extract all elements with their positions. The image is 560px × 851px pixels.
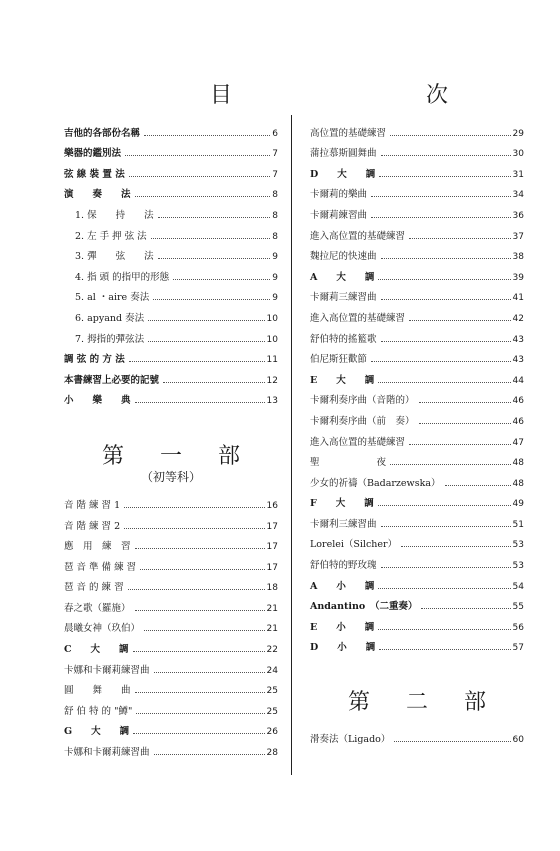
toc-entry-page: 17 (266, 542, 278, 553)
toc-entry-page: 44 (512, 375, 524, 386)
toc-entry (64, 552, 278, 573)
toc-entry-page: 55 (512, 602, 524, 613)
dot-leader (409, 320, 511, 321)
part-one-subtitle: （初等科） (140, 470, 201, 485)
toc-entry (310, 365, 524, 386)
toc-entry (310, 406, 524, 427)
toc-entry (310, 509, 524, 530)
toc-entry-page: 60 (512, 735, 524, 746)
toc-entry-page: 53 (512, 561, 524, 572)
toc-entry-title: 琶 音 準 備 練 習 (64, 561, 137, 573)
toc-entry-title: 7. 拇指的彈弦法 (75, 333, 145, 345)
toc-entry-title: 弦 線 裝 置 法 (64, 168, 125, 180)
toc-entry-page: 7 (272, 149, 278, 160)
toc-entry-title: 進入高位置的基礎練習 (310, 312, 406, 324)
toc-entry-title: 卡娜和卡爾莉練習曲 (64, 664, 150, 676)
dot-leader (379, 649, 510, 650)
dot-leader (401, 546, 510, 547)
toc-entry-title: 本書練習上必要的記號 (64, 374, 160, 386)
toc-entry (310, 221, 524, 242)
toc-entry-title: Lorelei（Silcher） (310, 539, 398, 551)
toc-entry (64, 655, 278, 676)
dot-leader (381, 155, 511, 156)
toc-entry-page: 12 (266, 375, 278, 386)
toc-entry-title: E 大 調 (310, 374, 375, 386)
toc-entry (64, 324, 278, 345)
toc-entry (64, 511, 278, 532)
dot-leader (136, 713, 264, 714)
dot-leader (148, 320, 264, 321)
dot-leader (135, 402, 265, 403)
toc-entry-page: 51 (512, 519, 524, 530)
toc-entry (310, 571, 524, 592)
part-one-heading: 第 一 部 (102, 443, 240, 469)
toc-entry (310, 118, 524, 139)
toc-entry (310, 550, 524, 571)
toc-entry-title: D 大 調 (310, 168, 376, 180)
toc-entry-page: 24 (266, 665, 278, 676)
toc-entry-page: 10 (266, 334, 278, 345)
toc-entry-title: 晨曦女神（玖伯） (64, 623, 141, 635)
toc-entry-title: 樂器的鑑別法 (64, 148, 122, 160)
dot-leader (409, 238, 511, 239)
toc-entry (310, 427, 524, 448)
toc-entry-title: 卡爾利奏序曲（音階的） (310, 395, 415, 407)
toc-entry-page: 7 (272, 169, 278, 180)
toc-entry-title: A 大 調 (310, 271, 375, 283)
column-divider (291, 115, 292, 775)
dot-leader (409, 444, 511, 445)
toc-entry-page: 39 (512, 272, 524, 283)
toc-entry (64, 593, 278, 614)
dot-leader (421, 608, 510, 609)
toc-entry (64, 262, 278, 283)
dot-leader (371, 196, 511, 197)
dot-leader (135, 610, 265, 611)
toc-entry-page: 9 (272, 252, 278, 263)
dot-leader (140, 569, 264, 570)
toc-entry-page: 6 (272, 128, 278, 139)
part-two-heading: 第 二 部 (348, 689, 486, 715)
toc-entry-title: 音 階 練 習 2 (64, 520, 121, 532)
toc-entry (310, 242, 524, 263)
toc-entry-page: 22 (266, 645, 278, 656)
toc-entry (310, 324, 524, 345)
toc-entry (310, 724, 524, 745)
dot-leader (124, 507, 264, 508)
toc-entry-title: 卡娜和卡爾莉練習曲 (64, 747, 150, 759)
dot-leader (129, 176, 271, 177)
dot-leader (148, 341, 264, 342)
toc-entry (310, 468, 524, 489)
dot-leader (153, 299, 270, 300)
toc-entry (310, 283, 524, 304)
toc-entry (310, 200, 524, 221)
toc-entry-page: 48 (512, 478, 524, 489)
toc-entry-page: 26 (266, 727, 278, 738)
toc-entry-page: 21 (266, 624, 278, 635)
toc-entry-page: 54 (512, 581, 524, 592)
toc-entry-page: 47 (512, 437, 524, 448)
dot-leader (129, 361, 265, 362)
dot-leader (381, 526, 511, 527)
toc-entry-page: 16 (266, 500, 278, 511)
toc-entry-page: 49 (512, 499, 524, 510)
toc-left-column (64, 118, 278, 758)
toc-part-two-list (310, 724, 524, 745)
dot-leader (378, 505, 511, 506)
toc-entry-title: 4. 指 頭 的指甲的形態 (75, 271, 170, 283)
toc-entry-title: 少女的祈禱（Badarzewska） (310, 477, 441, 489)
toc-part-one-list (64, 490, 278, 758)
toc-entry-title: 5. al ・aire 奏法 (75, 292, 150, 304)
toc-entry-page: 42 (512, 313, 524, 324)
dot-leader (445, 485, 511, 486)
dot-leader (378, 382, 510, 383)
toc-entry-title: 進入高位置的基礎練習 (310, 436, 406, 448)
toc-entry-title: 2. 左 手 押 弦 法 (75, 230, 147, 242)
dot-leader (371, 217, 511, 218)
toc-entry-page: 25 (266, 706, 278, 717)
page-title-char: 次 (425, 83, 450, 108)
toc-entry (64, 345, 278, 366)
toc-entry-title: 春之歌（羅施） (64, 602, 131, 614)
toc-entry-title: 高位置的基礎練習 (310, 127, 387, 139)
toc-entry-title: 3. 彈 弦 法 (75, 251, 154, 263)
toc-entry-page: 9 (272, 272, 278, 283)
toc-entry-page: 18 (266, 583, 278, 594)
toc-entry (64, 180, 278, 201)
toc-entry (64, 634, 278, 655)
dot-leader (133, 733, 264, 734)
toc-entry (310, 345, 524, 366)
toc-entry (64, 737, 278, 758)
toc-entry-page: 43 (512, 334, 524, 345)
dot-leader (125, 155, 270, 156)
dot-leader (151, 238, 271, 239)
dot-leader (133, 651, 265, 652)
toc-entry-page: 31 (512, 169, 524, 180)
toc-entry (310, 139, 524, 160)
toc-entry-page: 17 (266, 562, 278, 573)
toc-entry (64, 283, 278, 304)
dot-leader (371, 361, 511, 362)
toc-entry-title: 舒伯特的野玫瑰 (310, 560, 377, 572)
toc-entry (310, 159, 524, 180)
toc-entry-title: 應 用 練 習 (64, 541, 131, 553)
toc-entry-page: 8 (272, 210, 278, 221)
toc-entry (310, 262, 524, 283)
page-title (210, 78, 450, 109)
toc-entry-page: 37 (512, 231, 524, 242)
toc-entry-page: 8 (272, 190, 278, 201)
toc-entry-page: 34 (512, 190, 524, 201)
toc-entry-title: 小 樂 典 (64, 395, 131, 407)
toc-entry-page: 29 (512, 128, 524, 139)
dot-leader (381, 258, 511, 259)
toc-entry-title: A 小 調 (310, 580, 375, 592)
toc-entry (64, 242, 278, 263)
toc-entry-title: 音 階 練 習 1 (64, 499, 121, 511)
toc-entry-title: 魏拉尼的快速曲 (310, 251, 377, 263)
toc-entry-page: 43 (512, 355, 524, 366)
toc-entry-title: 卡爾利奏序曲（前 奏） (310, 415, 415, 427)
toc-entry-title: C 大 調 (64, 644, 129, 656)
toc-entry (64, 696, 278, 717)
toc-entry-page: 30 (512, 149, 524, 160)
toc-continued-list (310, 118, 524, 653)
toc-entry-title: 伯尼斯狂歡節 (310, 354, 368, 366)
dot-leader (135, 548, 265, 549)
toc-entry (64, 614, 278, 635)
toc-entry-page: 36 (512, 210, 524, 221)
toc-entry (310, 489, 524, 510)
toc-entry-page: 48 (512, 458, 524, 469)
dot-leader (158, 217, 271, 218)
toc-entry-title: 演 奏 法 (64, 189, 131, 201)
toc-entry (310, 612, 524, 633)
dot-leader (394, 741, 510, 742)
toc-entry (310, 592, 524, 613)
toc-entry (64, 717, 278, 738)
dot-leader (381, 299, 511, 300)
dot-leader (381, 341, 511, 342)
dot-leader (173, 279, 270, 280)
dot-leader (124, 528, 264, 529)
toc-entry-page: 11 (266, 355, 278, 366)
toc-entry (310, 633, 524, 654)
toc-entry (310, 303, 524, 324)
toc-entry-page: 13 (266, 396, 278, 407)
toc-entry (64, 365, 278, 386)
toc-entry-title: 舒 伯 特 的 "鱒" (64, 705, 133, 717)
toc-entry-title: 琶 音 的 練 習 (64, 582, 124, 594)
toc-entry-title: 圓 舞 曲 (64, 685, 131, 697)
toc-entry-title: 卡爾利三練習曲 (310, 518, 377, 530)
toc-entry-title: F 大 調 (310, 498, 374, 510)
toc-entry (64, 200, 278, 221)
toc-entry (64, 139, 278, 160)
dot-leader (379, 176, 510, 177)
dot-leader (378, 279, 510, 280)
toc-entry-page: 53 (512, 540, 524, 551)
toc-entry-page: 56 (512, 622, 524, 633)
toc-entry-title: 吉他的各部份名稱 (64, 127, 141, 139)
dot-leader (144, 135, 270, 136)
toc-entry-title: 卡爾莉練習曲 (310, 209, 368, 221)
toc-entry (64, 159, 278, 180)
toc-entry-title: D 小 調 (310, 642, 376, 654)
dot-leader (154, 672, 265, 673)
toc-entry (64, 221, 278, 242)
dot-leader (135, 692, 265, 693)
toc-entry-page: 57 (512, 643, 524, 654)
dot-leader (378, 629, 510, 630)
toc-entry (64, 573, 278, 594)
dot-leader (390, 464, 511, 465)
toc-entry-title: 蒲拉慕斯圓舞曲 (310, 148, 377, 160)
toc-entry-page: 38 (512, 252, 524, 263)
toc-entry-page: 46 (512, 396, 524, 407)
toc-entry-title: 1. 保 持 法 (75, 209, 154, 221)
toc-entry-page: 9 (272, 293, 278, 304)
toc-entry-page: 41 (512, 293, 524, 304)
page-title-char: 目 (210, 83, 235, 108)
toc-entry-page: 8 (272, 231, 278, 242)
toc-entry-page: 28 (266, 748, 278, 759)
toc-intro-list (64, 118, 278, 406)
toc-entry (64, 303, 278, 324)
toc-entry-title: E 小 調 (310, 621, 375, 633)
toc-entry-title: G 大 調 (64, 726, 130, 738)
toc-entry (64, 386, 278, 407)
toc-entry (310, 386, 524, 407)
dot-leader (419, 423, 511, 424)
toc-entry-title: 調 弦 的 方 法 (64, 354, 125, 366)
dot-leader (381, 567, 511, 568)
toc-entry-title: 卡爾莉三練習曲 (310, 292, 377, 304)
toc-entry-page: 25 (266, 686, 278, 697)
dot-leader (390, 135, 511, 136)
toc-entry-page: 17 (266, 521, 278, 532)
toc-entry-page: 21 (266, 603, 278, 614)
toc-entry-title: 卡爾莉的樂曲 (310, 189, 368, 201)
toc-entry-title: 舒伯特的搖籃歌 (310, 333, 377, 345)
dot-leader (163, 382, 265, 383)
toc-entry (310, 180, 524, 201)
dot-leader (419, 402, 511, 403)
toc-entry (64, 676, 278, 697)
toc-entry-page: 10 (266, 313, 278, 324)
toc-entry-title: Andantino （二重奏） (310, 601, 418, 613)
dot-leader (128, 589, 265, 590)
dot-leader (154, 754, 265, 755)
toc-right-column (310, 118, 524, 745)
toc-entry (310, 448, 524, 469)
dot-leader (378, 588, 510, 589)
toc-entry-page: 46 (512, 416, 524, 427)
toc-entry (64, 490, 278, 511)
toc-entry-title: 滑奏法（Ligado） (310, 734, 391, 746)
toc-entry (310, 530, 524, 551)
toc-entry-title: 6. apyand 奏法 (75, 312, 145, 324)
dot-leader (144, 630, 265, 631)
dot-leader (135, 196, 271, 197)
toc-entry-title: 進入高位置的基礎練習 (310, 230, 406, 242)
toc-entry (64, 532, 278, 553)
toc-entry (64, 118, 278, 139)
toc-entry-title: 聖 夜 (310, 457, 387, 469)
dot-leader (158, 258, 271, 259)
